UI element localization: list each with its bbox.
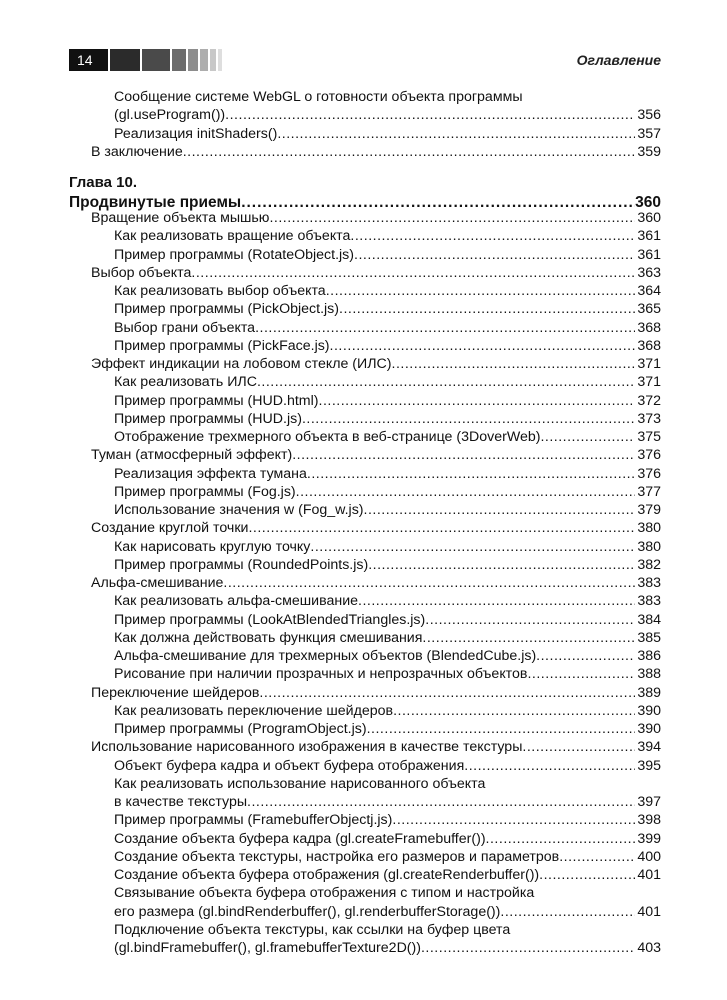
dot-leader <box>223 574 635 592</box>
dot-leader <box>248 519 635 537</box>
toc-entry[interactable] <box>114 483 661 501</box>
toc-entry-page: 360 <box>637 210 661 226</box>
dot-leader <box>486 830 636 848</box>
dot-leader <box>500 903 635 921</box>
dot-leader <box>183 143 636 161</box>
toc-entry-page: 380 <box>637 538 661 555</box>
toc-entry-page: 388 <box>637 666 661 683</box>
toc-entry-title: Альфа-смешивание <box>91 575 224 591</box>
toc-entry-page: 398 <box>637 812 661 829</box>
toc-entry-page: 379 <box>637 502 661 518</box>
dot-leader <box>393 702 635 720</box>
dot-leader <box>522 738 635 756</box>
toc-entry[interactable] <box>91 574 661 592</box>
toc-entry-title: Пример программы (HUD.html) <box>114 392 319 409</box>
toc-entry[interactable] <box>114 246 661 264</box>
toc-entry-title: Пример программы (RoundedPoints.js) <box>114 556 369 573</box>
toc-entry-title: Как нарисовать круглую точку <box>114 538 311 555</box>
dot-leader <box>302 410 635 428</box>
toc-entry[interactable] <box>114 866 661 884</box>
chapter-page: 360 <box>635 194 661 211</box>
toc-entry-title: Пример программы (PickFace.js) <box>114 337 330 354</box>
dot-leader <box>539 866 635 884</box>
toc-entry-page: 372 <box>637 392 661 409</box>
toc-entry-page: 383 <box>637 575 661 591</box>
toc-entry-title: Создание объекта текстуры, настройка его размеров и параметров <box>114 848 560 865</box>
toc-entry[interactable] <box>114 647 661 665</box>
header-bar-segment <box>218 49 222 71</box>
toc-entry[interactable] <box>114 501 661 519</box>
header-bar-segment <box>188 49 198 71</box>
toc-entry[interactable] <box>114 106 661 124</box>
chapter-label: Глава 10. <box>69 174 138 191</box>
dot-leader <box>527 665 635 683</box>
toc-entry-title: Создание объекта буфера отображения (gl.createRenderbuffer()) <box>114 867 540 883</box>
toc-entry-page: 363 <box>637 264 661 281</box>
toc-entry-title: Использование значения w (Fog_w.js) <box>114 502 364 518</box>
dot-leader <box>422 629 635 647</box>
toc-entry-page: 371 <box>637 356 661 372</box>
toc-entry-page: 368 <box>637 337 661 354</box>
toc-entry-title: Выбор объекта <box>91 264 192 281</box>
toc-entry-page: 368 <box>637 319 661 336</box>
toc-entry[interactable] <box>114 538 661 556</box>
section-title: Оглавление <box>576 52 661 68</box>
toc-entry-continuation: (gl.bindFramebuffer(), gl.framebufferTexture2D()) <box>114 940 421 956</box>
toc-entry-title: Отображение трехмерного объекта в веб-странице (3DoverWeb) <box>114 429 541 445</box>
toc-entry-page: 383 <box>637 593 661 610</box>
toc-entry-page: 371 <box>637 374 661 391</box>
toc-entry-title: Объект буфера кадра и объект буфера отображения <box>114 757 465 774</box>
toc-entry-page: 384 <box>637 611 661 628</box>
toc-entry-title: Переключение шейдеров <box>91 684 260 701</box>
toc-entry[interactable] <box>114 830 661 848</box>
dot-leader <box>559 848 635 866</box>
toc-entry-page: 382 <box>637 556 661 573</box>
header-bar-segment <box>200 49 208 71</box>
toc-entry-page: 376 <box>637 465 661 482</box>
toc-entry-title: Как реализовать выбор объекта <box>114 283 326 299</box>
toc-entry-title: В заключение <box>91 143 183 160</box>
toc-entry[interactable] <box>114 629 661 647</box>
toc-entry-title: Альфа-смешивание для трехмерных объектов (BlendedCube.js) <box>114 648 537 664</box>
header-bar-segment <box>172 49 186 71</box>
toc-entry[interactable] <box>114 465 661 483</box>
toc-entry-title: Реализация initShaders() <box>114 125 278 142</box>
dot-leader <box>425 611 635 629</box>
toc-entry-title: Вращение объекта мышью <box>91 210 270 226</box>
toc-entry[interactable] <box>114 428 661 446</box>
dot-leader <box>339 300 635 318</box>
toc-entry[interactable] <box>91 264 661 282</box>
toc-entry-continuation: его размера (gl.bindRenderbuffer(), gl.renderbufferStorage()) <box>114 903 501 920</box>
toc-entry[interactable] <box>91 738 661 756</box>
dot-leader <box>259 684 635 702</box>
toc-entry-title: Пример программы (RotateObject.js) <box>114 246 354 263</box>
toc-entry-page: 401 <box>637 903 661 920</box>
toc-entry-title: Как реализовать использование нарисованного объекта <box>114 775 486 792</box>
dot-leader <box>269 209 635 227</box>
header-bar-segment <box>142 49 170 71</box>
dot-leader <box>367 720 636 738</box>
toc-entry-page: 395 <box>637 757 661 774</box>
toc-entry-title: Как реализовать альфа-смешивание <box>114 593 359 610</box>
toc-entry-title: Как реализовать переключение шейдеров <box>114 702 394 719</box>
toc-entry[interactable] <box>114 300 661 318</box>
toc-entry[interactable] <box>91 209 661 227</box>
toc-entry-page: 364 <box>637 283 661 299</box>
toc-entry[interactable] <box>114 611 661 629</box>
toc-entry-page: 361 <box>637 228 661 245</box>
header-bar-segment <box>210 49 216 71</box>
dot-leader <box>536 647 635 665</box>
toc-entry[interactable] <box>114 757 661 775</box>
toc-entry-title: Как реализовать ИЛС <box>114 374 257 391</box>
toc-entry-title: Создание объекта буфера кадра (gl.createFramebuffer()) <box>114 830 486 847</box>
dot-leader <box>326 282 636 300</box>
toc-entry[interactable] <box>91 355 661 373</box>
dot-leader <box>296 483 636 501</box>
toc-entry-title: Эффект индикации на лобовом стекле (ИЛС) <box>91 356 392 372</box>
toc-entry[interactable] <box>114 665 661 683</box>
toc-entry-title: Туман (атмосферный эффект) <box>91 447 293 464</box>
dot-leader <box>540 428 635 446</box>
dot-leader <box>225 106 635 124</box>
toc-entry-continuation: (gl.useProgram()) <box>114 107 226 124</box>
toc-entry[interactable] <box>114 556 661 574</box>
toc-entry-title: Пример программы (HUD.js) <box>114 410 302 427</box>
toc-entry-page: 385 <box>637 629 661 646</box>
toc-entry[interactable] <box>114 392 661 410</box>
toc-entry-page: 389 <box>637 684 661 701</box>
toc-entry-page: 359 <box>637 143 661 160</box>
toc-entry-page: 403 <box>637 940 661 956</box>
dot-leader <box>421 939 635 957</box>
toc-entry[interactable] <box>114 903 661 921</box>
toc-entry-page: 357 <box>637 125 661 142</box>
toc-entry-page: 390 <box>637 721 661 737</box>
toc-entry-page: 356 <box>637 107 661 124</box>
toc-entry[interactable] <box>114 410 661 428</box>
toc-entry-page: 390 <box>637 702 661 719</box>
toc-entry-page: 377 <box>637 483 661 500</box>
dot-leader <box>368 556 635 574</box>
toc-entry-page: 401 <box>637 867 661 883</box>
toc-entry-continuation: в качестве текстуры <box>114 794 248 810</box>
toc-entry-page: 397 <box>637 794 661 810</box>
dot-leader <box>257 373 635 391</box>
page-number: 14 <box>69 49 108 71</box>
toc-entry-title: Пример программы (PickObject.js) <box>114 301 339 318</box>
chapter-title: Продвинутые приемы <box>69 194 242 211</box>
toc-entry-page: 386 <box>637 648 661 664</box>
toc-entry[interactable] <box>91 519 661 537</box>
toc-entry[interactable] <box>114 702 661 720</box>
dot-leader <box>255 319 635 337</box>
toc-entry-page: 399 <box>637 830 661 847</box>
toc-entry[interactable] <box>114 720 661 738</box>
toc-entry[interactable] <box>114 227 661 245</box>
dot-leader <box>364 501 636 519</box>
toc-entry-page: 373 <box>637 410 661 427</box>
toc-entry-title: Пример программы (Fog.js) <box>114 483 296 500</box>
toc-entry[interactable] <box>114 848 661 866</box>
toc-entry[interactable] <box>114 125 661 143</box>
dot-leader <box>247 793 635 811</box>
page-header <box>69 49 661 71</box>
dot-leader <box>330 337 636 355</box>
dot-leader <box>464 757 635 775</box>
toc-entry-page: 380 <box>637 520 661 537</box>
toc-entry[interactable] <box>114 811 661 829</box>
toc-entry[interactable] <box>91 446 661 464</box>
toc-entry-title: Как должна действовать функция смешивания <box>114 629 423 646</box>
dot-leader <box>392 811 635 829</box>
toc-entry-title: Сообщение системе WebGL о готовности объекта программы <box>114 89 523 105</box>
toc-entry[interactable] <box>114 319 661 337</box>
dot-leader <box>292 446 635 464</box>
dot-leader <box>310 538 635 556</box>
toc-entry-title: Как реализовать вращение объекта <box>114 228 351 245</box>
toc-entry-title: Пример программы (LookAtBlendedTriangles.js) <box>114 611 426 628</box>
toc-entry-page: 400 <box>637 848 661 865</box>
toc-entry-title: Подключение объекта текстуры, как ссылки на буфер цвета <box>114 921 511 938</box>
toc-entry[interactable] <box>91 684 661 702</box>
toc-entry-title: Создание круглой точки <box>91 520 249 537</box>
toc-entry-page: 375 <box>637 429 661 445</box>
dot-leader <box>307 465 635 483</box>
dot-leader <box>392 355 636 373</box>
dot-leader <box>358 592 635 610</box>
dot-leader <box>191 264 635 282</box>
toc-entry[interactable] <box>114 592 661 610</box>
dot-leader <box>350 227 635 245</box>
toc-entry-title: Рисование при наличии прозрачных и непрозрачных объектов <box>114 666 528 683</box>
toc-entry-page: 361 <box>637 246 661 263</box>
dot-leader <box>354 246 635 264</box>
toc-entry-title: Реализация эффекта тумана <box>114 465 307 482</box>
toc-entry[interactable] <box>114 337 661 355</box>
header-bar-segment <box>110 49 140 71</box>
toc-entry[interactable] <box>114 793 661 811</box>
toc-entry[interactable] <box>114 939 661 957</box>
toc-entry[interactable] <box>91 143 661 161</box>
toc-entry-title: Пример программы (FramebufferObjectj.js) <box>114 812 393 829</box>
dot-leader <box>319 392 636 410</box>
toc-entry-title: Использование нарисованного изображения в качестве текстуры <box>91 739 523 756</box>
toc-entry[interactable] <box>114 373 661 391</box>
toc-entry-title: Пример программы (ProgramObject.js) <box>114 721 367 737</box>
toc-entry-page: 394 <box>637 739 661 756</box>
toc-entry-page: 376 <box>637 447 661 464</box>
toc-entry-title: Связывание объекта буфера отображения с типом и настройка <box>114 885 535 902</box>
dot-leader <box>277 125 635 143</box>
toc-entry-title: Выбор грани объекта <box>114 319 256 336</box>
toc-entry-page: 365 <box>637 301 661 318</box>
toc-entry[interactable] <box>114 282 661 300</box>
